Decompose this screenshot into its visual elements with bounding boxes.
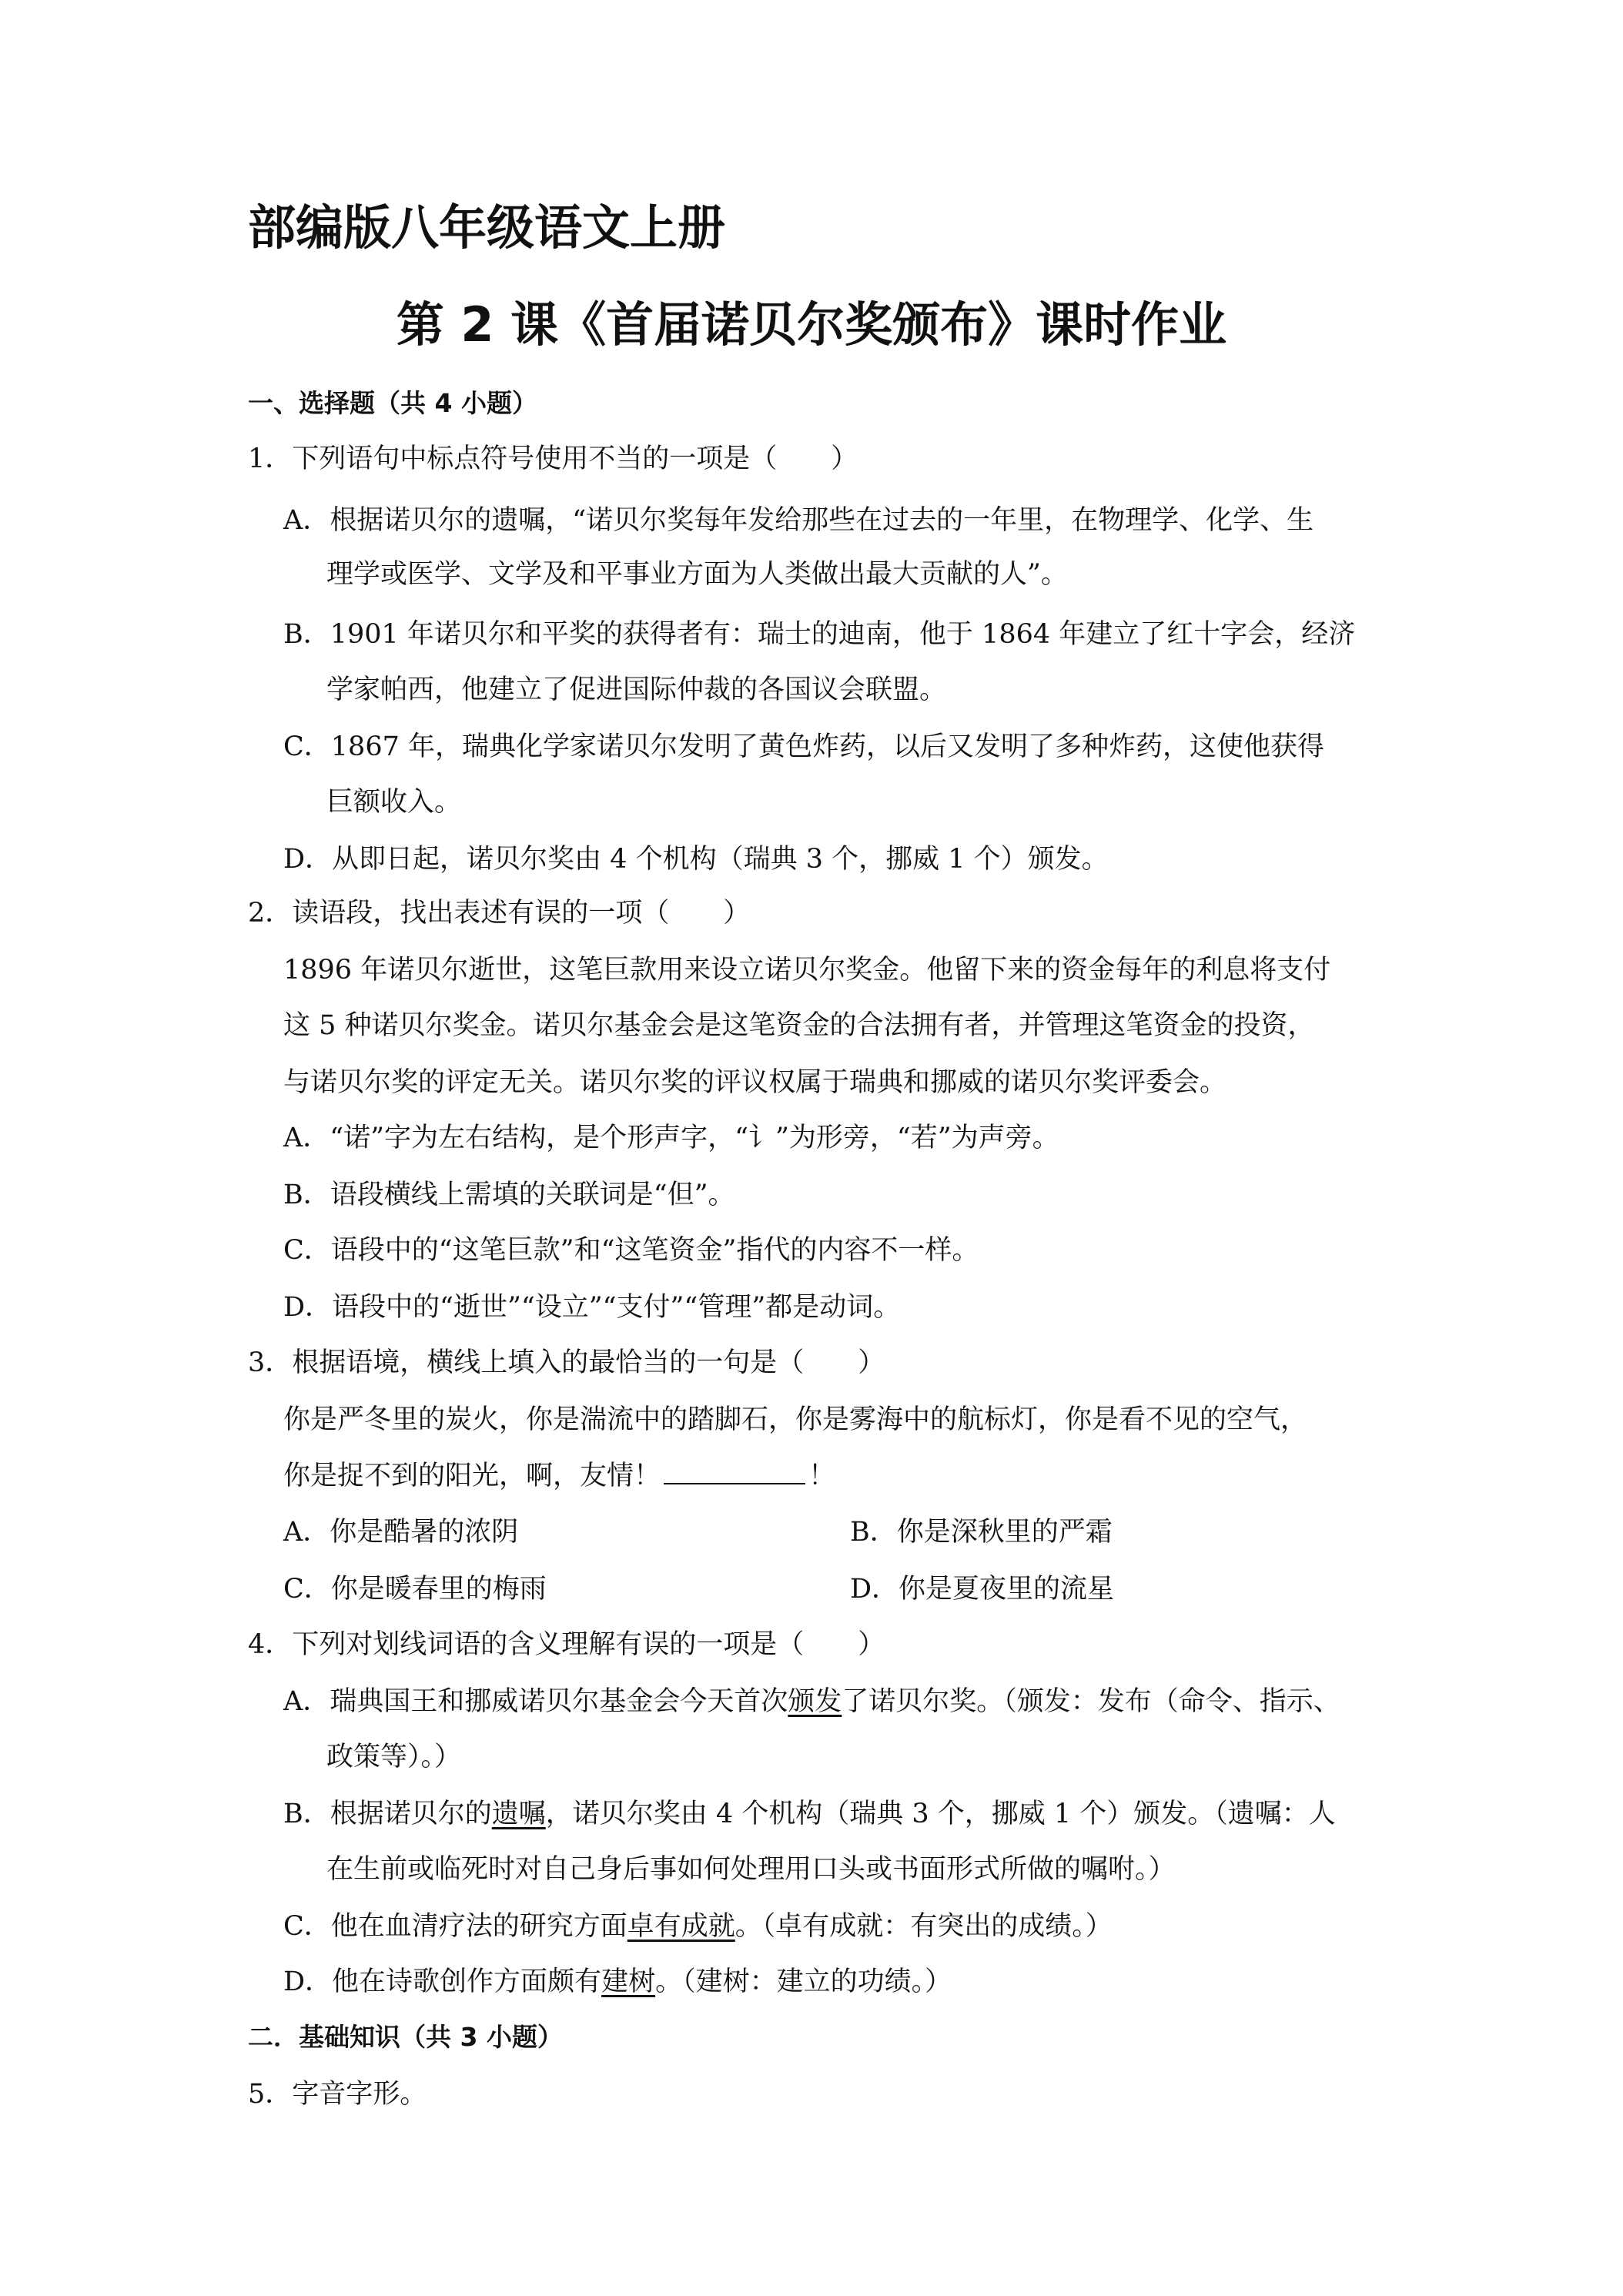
question-4-option-d-text: D．他在诗歌创作方面颇有	[283, 1966, 602, 1997]
underlined-word: 颁发	[788, 1686, 842, 1717]
question-1-stem: 1．下列语句中标点符号使用不当的一项是（ ）	[248, 443, 858, 474]
question-3-passage-text: 你是捉不到的阳光，啊，友情！	[283, 1461, 661, 1491]
question-4-stem: 4．下列对划线词语的含义理解有误的一项是（ ）	[248, 1629, 885, 1660]
question-2-passage-line-2: 这 5 种诺贝尔奖金。诺贝尔基金会是这笔资金的合法拥有者，并管理这笔资金的投资，	[283, 1010, 1315, 1041]
question-4-option-b-rest: ，诺贝尔奖由 4 个机构（瑞典 3 个，挪威 1 个）颁发。（遗嘱：人	[545, 1799, 1336, 1829]
question-3-option-d: D．你是夏夜里的流星	[850, 1574, 1115, 1605]
document-title: 部编版八年级语文上册	[248, 199, 726, 256]
question-4-option-b	[283, 1796, 1336, 1832]
question-3-option-c: C．你是暖春里的梅雨	[283, 1574, 547, 1605]
question-5-stem: 5．字音字形。	[248, 2079, 427, 2110]
question-3-passage-line-1: 你是严冬里的炭火，你是湍流中的踏脚石，你是雾海中的航标灯，你是看不见的空气，	[283, 1404, 1308, 1435]
question-1-option-c: C．1867 年，瑞典化学家诺贝尔发明了黄色炸药，以后又发明了多种炸药，这使他获得	[283, 731, 1324, 762]
question-3-passage-line-2	[283, 1457, 835, 1494]
question-1-option-b-cont: 学家帕西，他建立了促进国际仲裁的各国议会联盟。	[326, 674, 947, 705]
question-1-option-d: D．从即日起，诺贝尔奖由 4 个机构（瑞典 3 个，挪威 1 个）颁发。	[283, 844, 1109, 875]
question-4-option-a-cont: 政策等）。）	[326, 1742, 462, 1772]
question-4-option-b-cont: 在生前或临死时对自己身后事如何处理用口头或书面形式所做的嘱咐。）	[326, 1854, 1176, 1885]
question-2-option-d: D．语段中的“逝世”“设立”“支付”“管理”都是动词。	[283, 1292, 901, 1323]
question-4-option-d-rest: 。（建树：建立的功绩。）	[655, 1966, 952, 1997]
question-1-option-b: B．1901 年诺贝尔和平奖的获得者有：瑞士的迪南，他于 1864 年建立了红十字会，经济	[283, 619, 1356, 650]
underlined-word: 遗嘱	[491, 1799, 546, 1829]
question-3-option-b: B．你是深秋里的严霜	[850, 1517, 1113, 1548]
question-4-option-c-rest: 。（卓有成就：有突出的成绩。）	[735, 1911, 1113, 1942]
question-4-option-a-rest: 了诺贝尔奖。（颁发：发布（命令、指示、	[842, 1686, 1340, 1717]
question-1-option-a-cont: 理学或医学、文学及和平事业方面为人类做出最大贡献的人”。	[326, 559, 1068, 590]
question-4-option-a-text: A．瑞典国王和挪威诺贝尔基金会今天首次	[283, 1686, 788, 1717]
section-heading-choice: 一、选择题（共 4 小题）	[248, 388, 537, 418]
question-2-option-b: B．语段横线上需填的关联词是“但”。	[283, 1180, 735, 1210]
question-2-option-a: A．“诺”字为左右结构，是个形声字，“讠”为形旁，“若”为声旁。	[283, 1123, 1059, 1153]
fill-in-blank[interactable]	[664, 1457, 805, 1484]
question-3-option-a: A．你是酷暑的浓阴	[283, 1517, 519, 1548]
question-4-option-b-text: B．根据诺贝尔的	[283, 1799, 492, 1829]
question-3-stem: 3．根据语境，横线上填入的最恰当的一句是（ ）	[248, 1347, 885, 1378]
question-2-stem: 2．读语段，找出表述有误的一项（ ）	[248, 898, 751, 929]
underlined-word: 卓有成就	[627, 1911, 735, 1942]
question-4-option-c	[283, 1908, 1113, 1945]
question-2-passage-line-3: 与诺贝尔奖的评定无关。诺贝尔奖的评议权属于瑞典和挪威的诺贝尔奖评委会。	[283, 1067, 1227, 1098]
lesson-title: 第 2 课《首届诺贝尔奖颁布》课时作业	[396, 296, 1227, 353]
question-2-passage-line-1: 1896 年诺贝尔逝世，这笔巨款用来设立诺贝尔奖金。他留下来的资金每年的利息将支付	[283, 955, 1331, 986]
question-1-option-a: A．根据诺贝尔的遗嘱，“诺贝尔奖每年发给那些在过去的一年里，在物理学、化学、生	[283, 505, 1314, 536]
section-heading-basics: 二．基础知识（共 3 小题）	[248, 2022, 563, 2052]
question-4-option-a	[283, 1683, 1340, 1720]
question-3-passage-end: ！	[808, 1461, 836, 1491]
question-4-option-d	[283, 1963, 952, 2000]
question-2-option-c: C．语段中的“这笔巨款”和“这笔资金”指代的内容不一样。	[283, 1235, 979, 1266]
question-4-option-c-text: C．他在血清疗法的研究方面	[283, 1911, 627, 1942]
underlined-word: 建树	[601, 1966, 656, 1997]
question-1-option-c-cont: 巨额收入。	[326, 787, 462, 818]
